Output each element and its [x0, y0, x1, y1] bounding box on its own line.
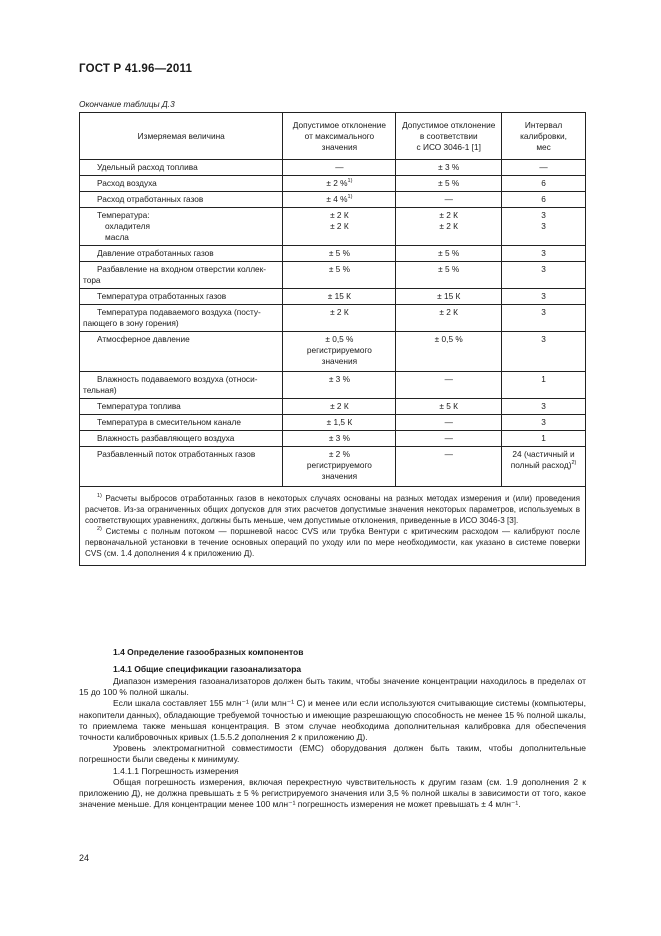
tolerance-table	[79, 112, 586, 566]
table-row: Давление отработанных газов ± 5 % ± 5 % 3	[80, 246, 586, 262]
table-row: Атмосферное давление ± 0,5 % регистрируемого значения ± 0,5 % 3	[80, 332, 586, 372]
paragraph: Уровень электромагнитной совместимости (ЕМС) оборудования должен быть таким, чтобы дополнительные погрешности были сведены к минимуму.	[79, 743, 586, 765]
page-number: 24	[79, 853, 90, 863]
paragraph: Диапазон измерения газоанализаторов должен быть таким, чтобы значение концентрации находилось в пределах от 15 до 100 % полной шкалы.	[79, 676, 586, 698]
table-row: Расход отработанных газов ± 4 %$^{1)}$ — 6	[80, 192, 586, 208]
table-row: Влажность разбавляющего воздуха ± 3 % — 1	[80, 431, 586, 447]
column-header-iso-deviation: Допустимое отклонение в соответствии с ИСО 3046-1 [1]	[396, 113, 502, 160]
column-header-quantity: Измеряемая величина	[80, 113, 283, 160]
table-row: Влажность подаваемого воздуха (относи- тельная) ± 3 % — 1	[80, 372, 586, 399]
table-row: Разбавленный поток отработанных газов ± 2 % регистрируемого значения — 24 (частичный и полный расход)$^{2)}$	[80, 447, 586, 487]
section-heading-1-4-1-1: 1.4.1.1 Погрешность измерения	[113, 765, 239, 776]
column-header-calibration-interval: Интервал калибровки, мес	[502, 113, 586, 160]
footnote-2: $^{2)}$ Системы с полным потоком — поршневой насос CVS или трубка Вентури с критическим расходом — калибруют после первоначальной установки в течение основных операций по уходу или по мере необходимости, как указано в системе поверки CVS (см. 1.4 дополнения 4 к приложению Д).	[85, 526, 580, 558]
section-heading-1-4: 1.4 Определение газообразных компонентов	[113, 647, 304, 657]
table-row: Температура в смесительном канале ± 1,5 К — 3	[80, 415, 586, 431]
column-header-max-deviation: Допустимое отклонение от максимального значения	[283, 113, 396, 160]
table-caption: Окончание таблицы Д.3	[79, 99, 175, 109]
paragraph: Общая погрешность измерения, включая перекрестную чувствительность к другим газам (см. 1.9 дополнения 2 к приложению Д), не должна превышать ± 5 % регистрируемого значения или 3,5 % полной шкалы в зависимости от того, какое значение меньше. Для концентрации менее 100 млн⁻¹ погрешность измерения не может превышать ± 4 млн⁻¹.	[79, 776, 586, 810]
table-row: Температура подаваемого воздуха (посту- пающего в зону горения) ± 2 К ± 2 К 3	[80, 305, 586, 332]
table-row: Температура: охладителя масла ± 2 К ± 2 К ± 2 К ± 2 К 3 3	[80, 208, 586, 246]
footnote-ref: 2)	[571, 460, 577, 466]
table-row: Удельный расход топлива — ± 3 % —	[80, 160, 586, 176]
table-row: Разбавление на входном отверстии коллек- тора ± 5 % ± 5 % 3	[80, 262, 586, 289]
section-1-4-1-body	[79, 676, 586, 810]
table-row: Расход воздуха ± 2 %$^{1)}$ ± 5 % 6	[80, 176, 586, 192]
table-header-row	[80, 113, 586, 160]
footnote-ref: 1)	[347, 178, 353, 184]
footnote-ref: 1)	[347, 194, 353, 200]
footnotes-row	[80, 487, 586, 566]
table-row: Температура отработанных газов ± 15 К ± 15 К 3	[80, 289, 586, 305]
table-row: Температура топлива ± 2 К ± 5 К 3	[80, 399, 586, 415]
section-heading-1-4-1: 1.4.1 Общие спецификации газоанализатора	[113, 664, 302, 674]
footnote-1: $^{1)}$ Расчеты выбросов отработанных газов в некоторых случаях основаны на разных методах измерения и (или) проведения расчетов. Из-за ограниченных общих допусков для этих расчетов допустимые значения некоторых параметров, используемых в соответствующих уравнениях, должны быть меньше, чем допустимые отклонения, приведенные в ИСО 3046-3 [3].	[85, 493, 581, 525]
document-header: ГОСТ Р 41.96—2011	[79, 63, 193, 75]
paragraph: Если шкала составляет 155 млн⁻¹ (или млн⁻¹ С) и менее или если используются считывающие системы (компьютеры, накопители данных), обладающие требуемой точностью и имеющие разрешающую способность не менее 15 % полной шкалы, то приемлема также меньшая концентрация. В этом случае необходима дополнительная калибровка для обеспечения точности калибровочных кривых (1.5.5.2 дополнения 2 к приложению Д).	[79, 698, 586, 743]
